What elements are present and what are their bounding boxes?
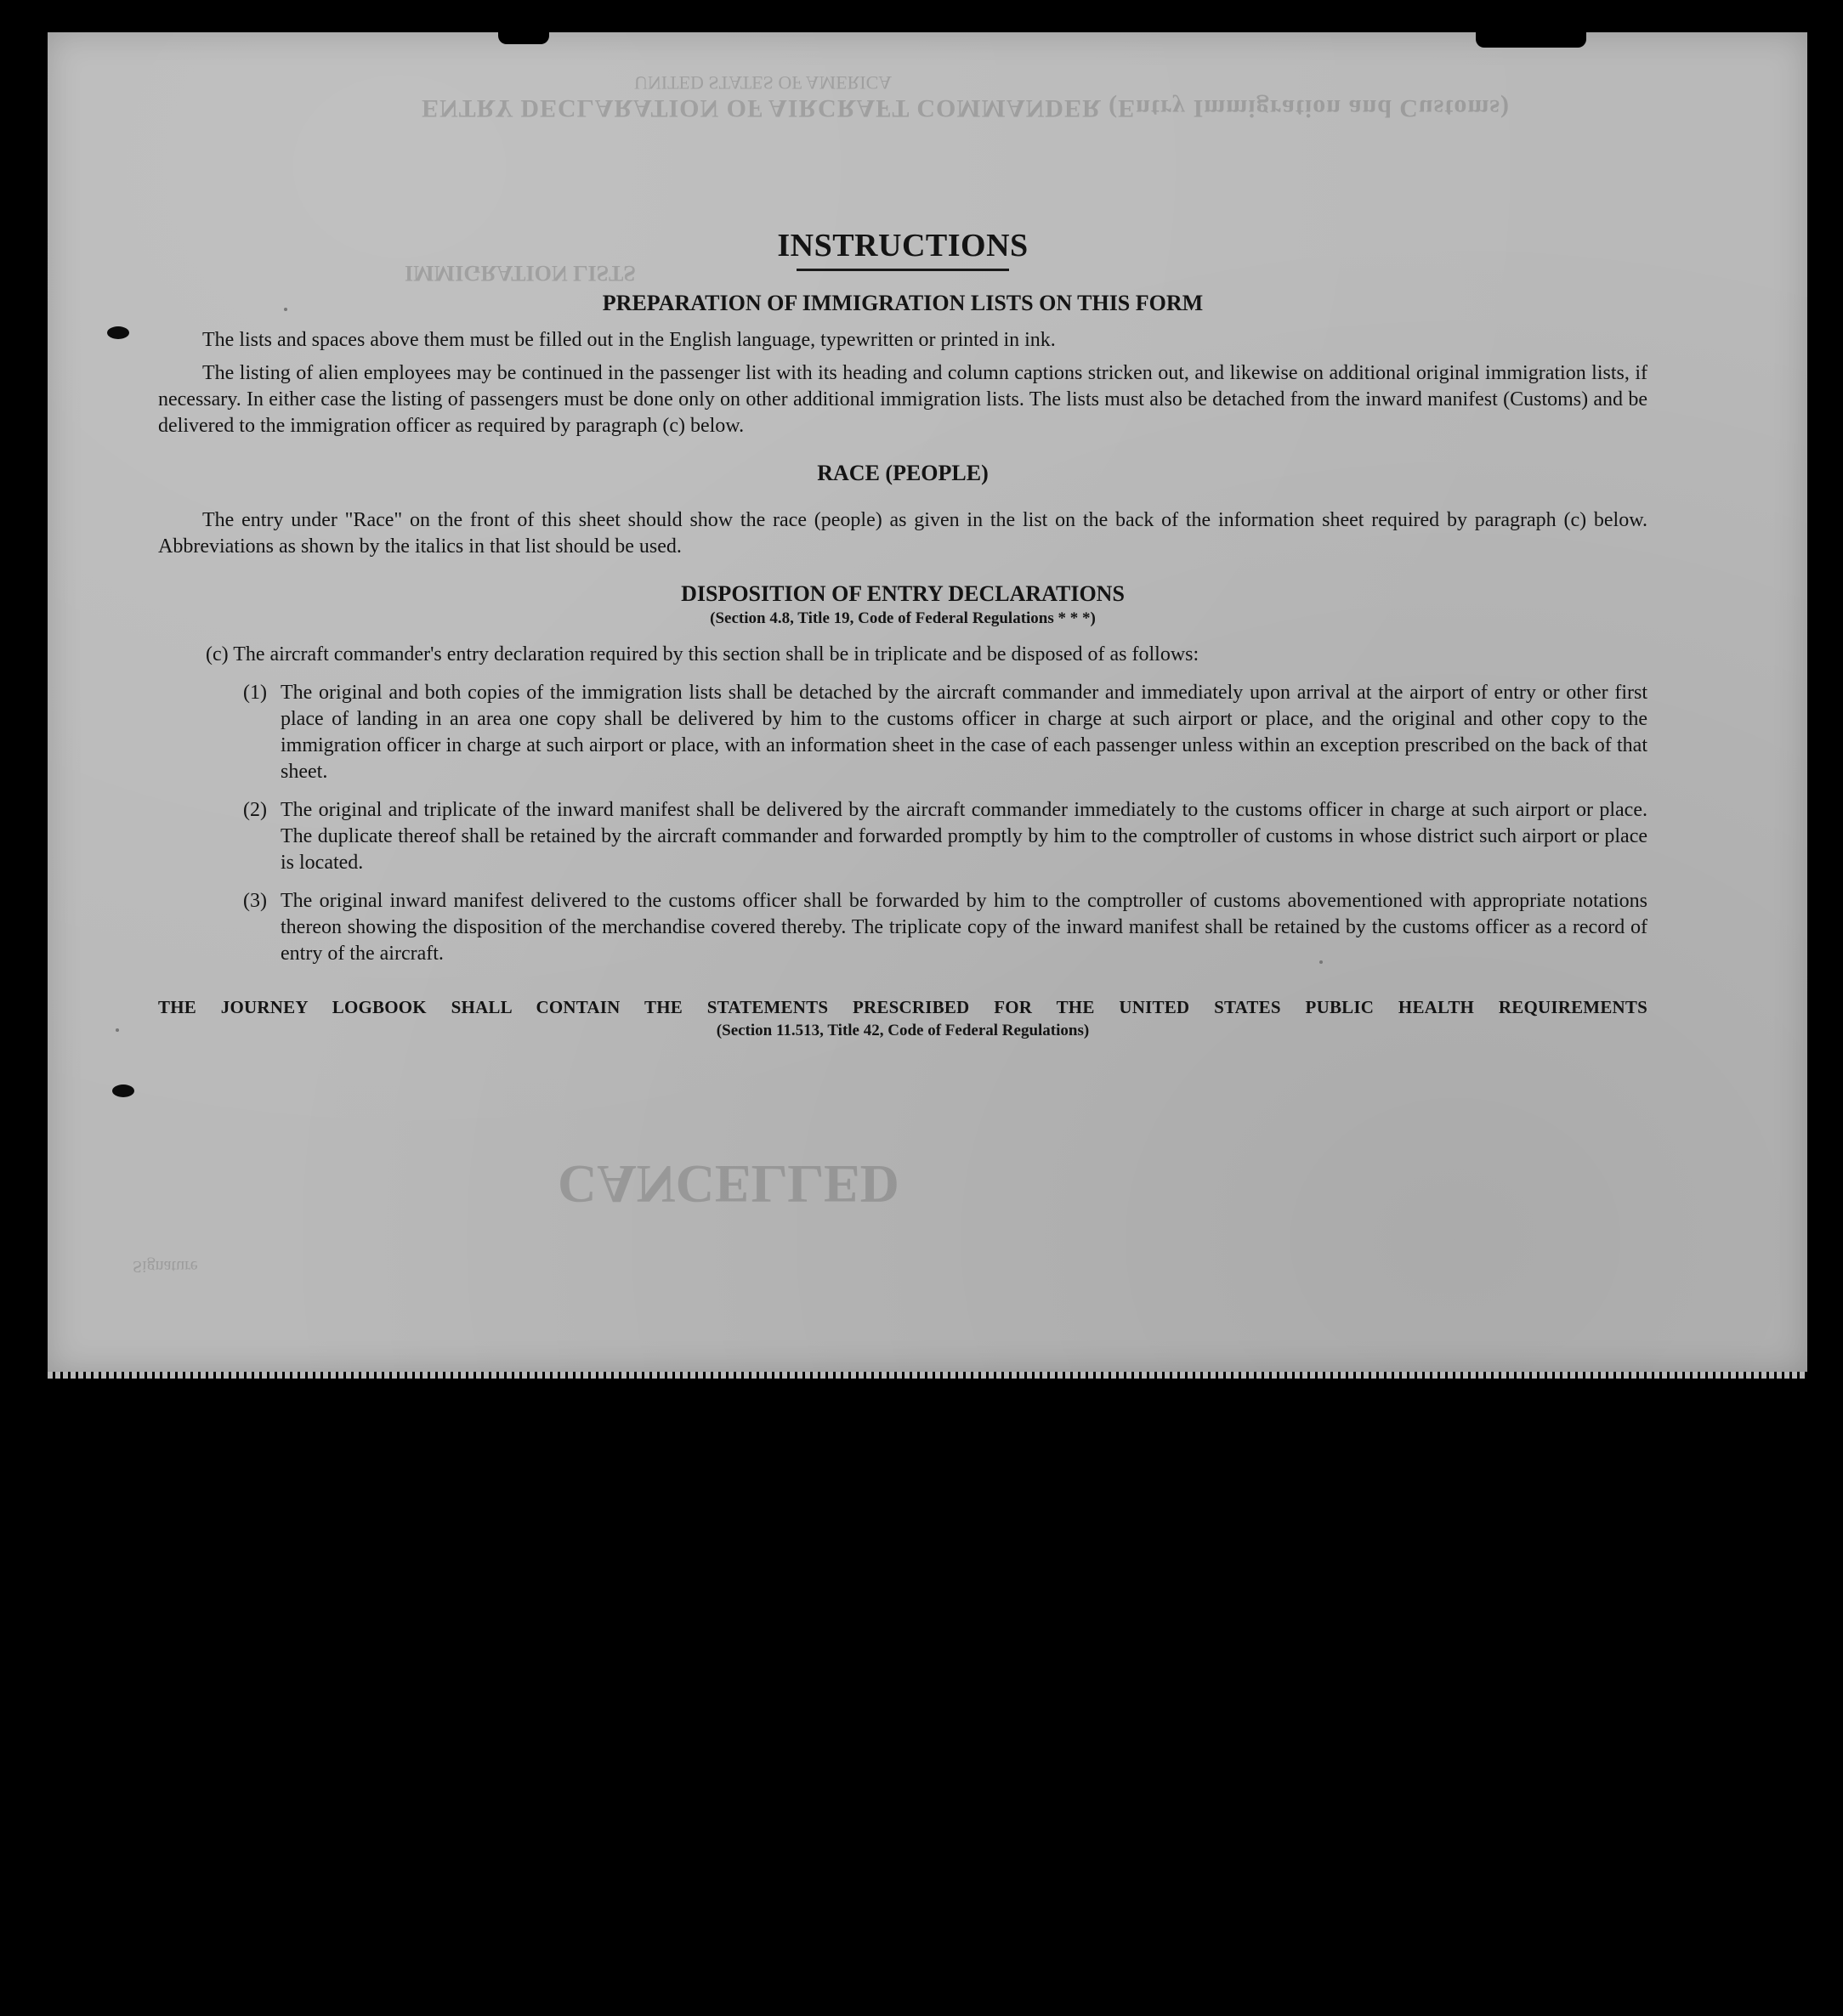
title-underline xyxy=(797,269,1009,271)
bleed-through-stamp: CANCELLED xyxy=(558,1154,899,1215)
list-item xyxy=(243,797,1647,876)
list-item-number: (3) xyxy=(243,890,267,912)
punch-hole-mark xyxy=(107,326,129,339)
preparation-paragraph-2: The listing of alien employees may be continued in the passenger list with its heading and column captions stricken out, and likewise on additional original immigration lists, if necessary. In either case the listing of passengers must be done only on other additional immigration lists. The lists must also be detached from the inward manifest (Customs) and be delivered to the immigration officer as required by paragraph (c) below. xyxy=(158,362,1647,437)
race-heading: RACE (PEOPLE) xyxy=(817,461,989,485)
list-item-text: The original and both copies of the immigration lists shall be detached by the aircraft commander and immediately upon arrival at the airport of entry or other first place of landing in an area one copy shall be delivered by him to the customs officer in charge at such airport or place, and the original and other copy to the immigration officer in charge at such airport or place, with an information sheet in the case of each passenger unless within an exception prescribed on the back of that sheet. xyxy=(281,682,1647,783)
bleed-through-text: ENTRY DECLARATION OF AIRCRAFT COMMANDER (Entry Immigration and Customs) xyxy=(422,94,1510,122)
page-title: INSTRUCTIONS xyxy=(777,228,1029,263)
preparation-heading: PREPARATION OF IMMIGRATION LISTS ON THIS FORM xyxy=(602,291,1204,315)
disposition-heading: DISPOSITION OF ENTRY DECLARATIONS xyxy=(681,581,1125,606)
bleed-through-text: UNITED STATES OF AMERICA xyxy=(634,72,893,93)
list-item-text: The original inward manifest delivered to the customs officer shall be forwarded by him to the comptroller of customs abovementioned with appropriate notations thereon showing the disposition of the merchandise covered thereby. The triplicate copy of the inward manifest shall be retained by the customs officer as a record of entry of the aircraft. xyxy=(281,890,1647,965)
torn-edge xyxy=(1476,32,1586,48)
instructions-content xyxy=(158,226,1647,1042)
preparation-paragraph-1: The lists and spaces above them must be filled out in the English language, typewritten or printed in ink. xyxy=(202,329,1056,351)
list-item xyxy=(243,888,1647,967)
disposition-intro: (c) The aircraft commander's entry declaration required by this section shall be in triplicate and be disposed of as follows: xyxy=(206,643,1199,665)
list-item xyxy=(243,680,1647,785)
race-paragraph: The entry under "Race" on the front of this sheet should show the race (people) as given in the list on the back of the information sheet required by paragraph (c) below. Abbreviations as shown by the italics in that list should be used. xyxy=(158,509,1647,558)
bleed-through-text: IMMIGRATION LISTS xyxy=(405,261,636,286)
speck xyxy=(116,1028,119,1032)
disposition-citation: (Section 4.8, Title 19, Code of Federal Regulations * * *) xyxy=(710,609,1096,627)
punch-hole-mark xyxy=(112,1084,134,1097)
bleed-through-text: Signature xyxy=(133,1257,198,1276)
torn-edge xyxy=(498,32,549,44)
closing-citation: (Section 11.513, Title 42, Code of Federal Regulations) xyxy=(716,1022,1090,1039)
list-item-number: (2) xyxy=(243,799,267,821)
list-item-text: The original and triplicate of the inward manifest shall be delivered by the aircraft commander immediately to the customs officer in charge at such airport or place. The duplicate thereof shall be retained by the aircraft commander and forwarded promptly by him to the comptroller of customs in whose district such airport or place is located. xyxy=(281,799,1647,874)
list-item-number: (1) xyxy=(243,682,267,704)
closing-statement: THE JOURNEY LOGBOOK SHALL CONTAIN THE STATEMENTS PRESCRIBED FOR THE UNITED STATES PUBLIC HEALTH REQUIREMENTS xyxy=(158,997,1647,1017)
